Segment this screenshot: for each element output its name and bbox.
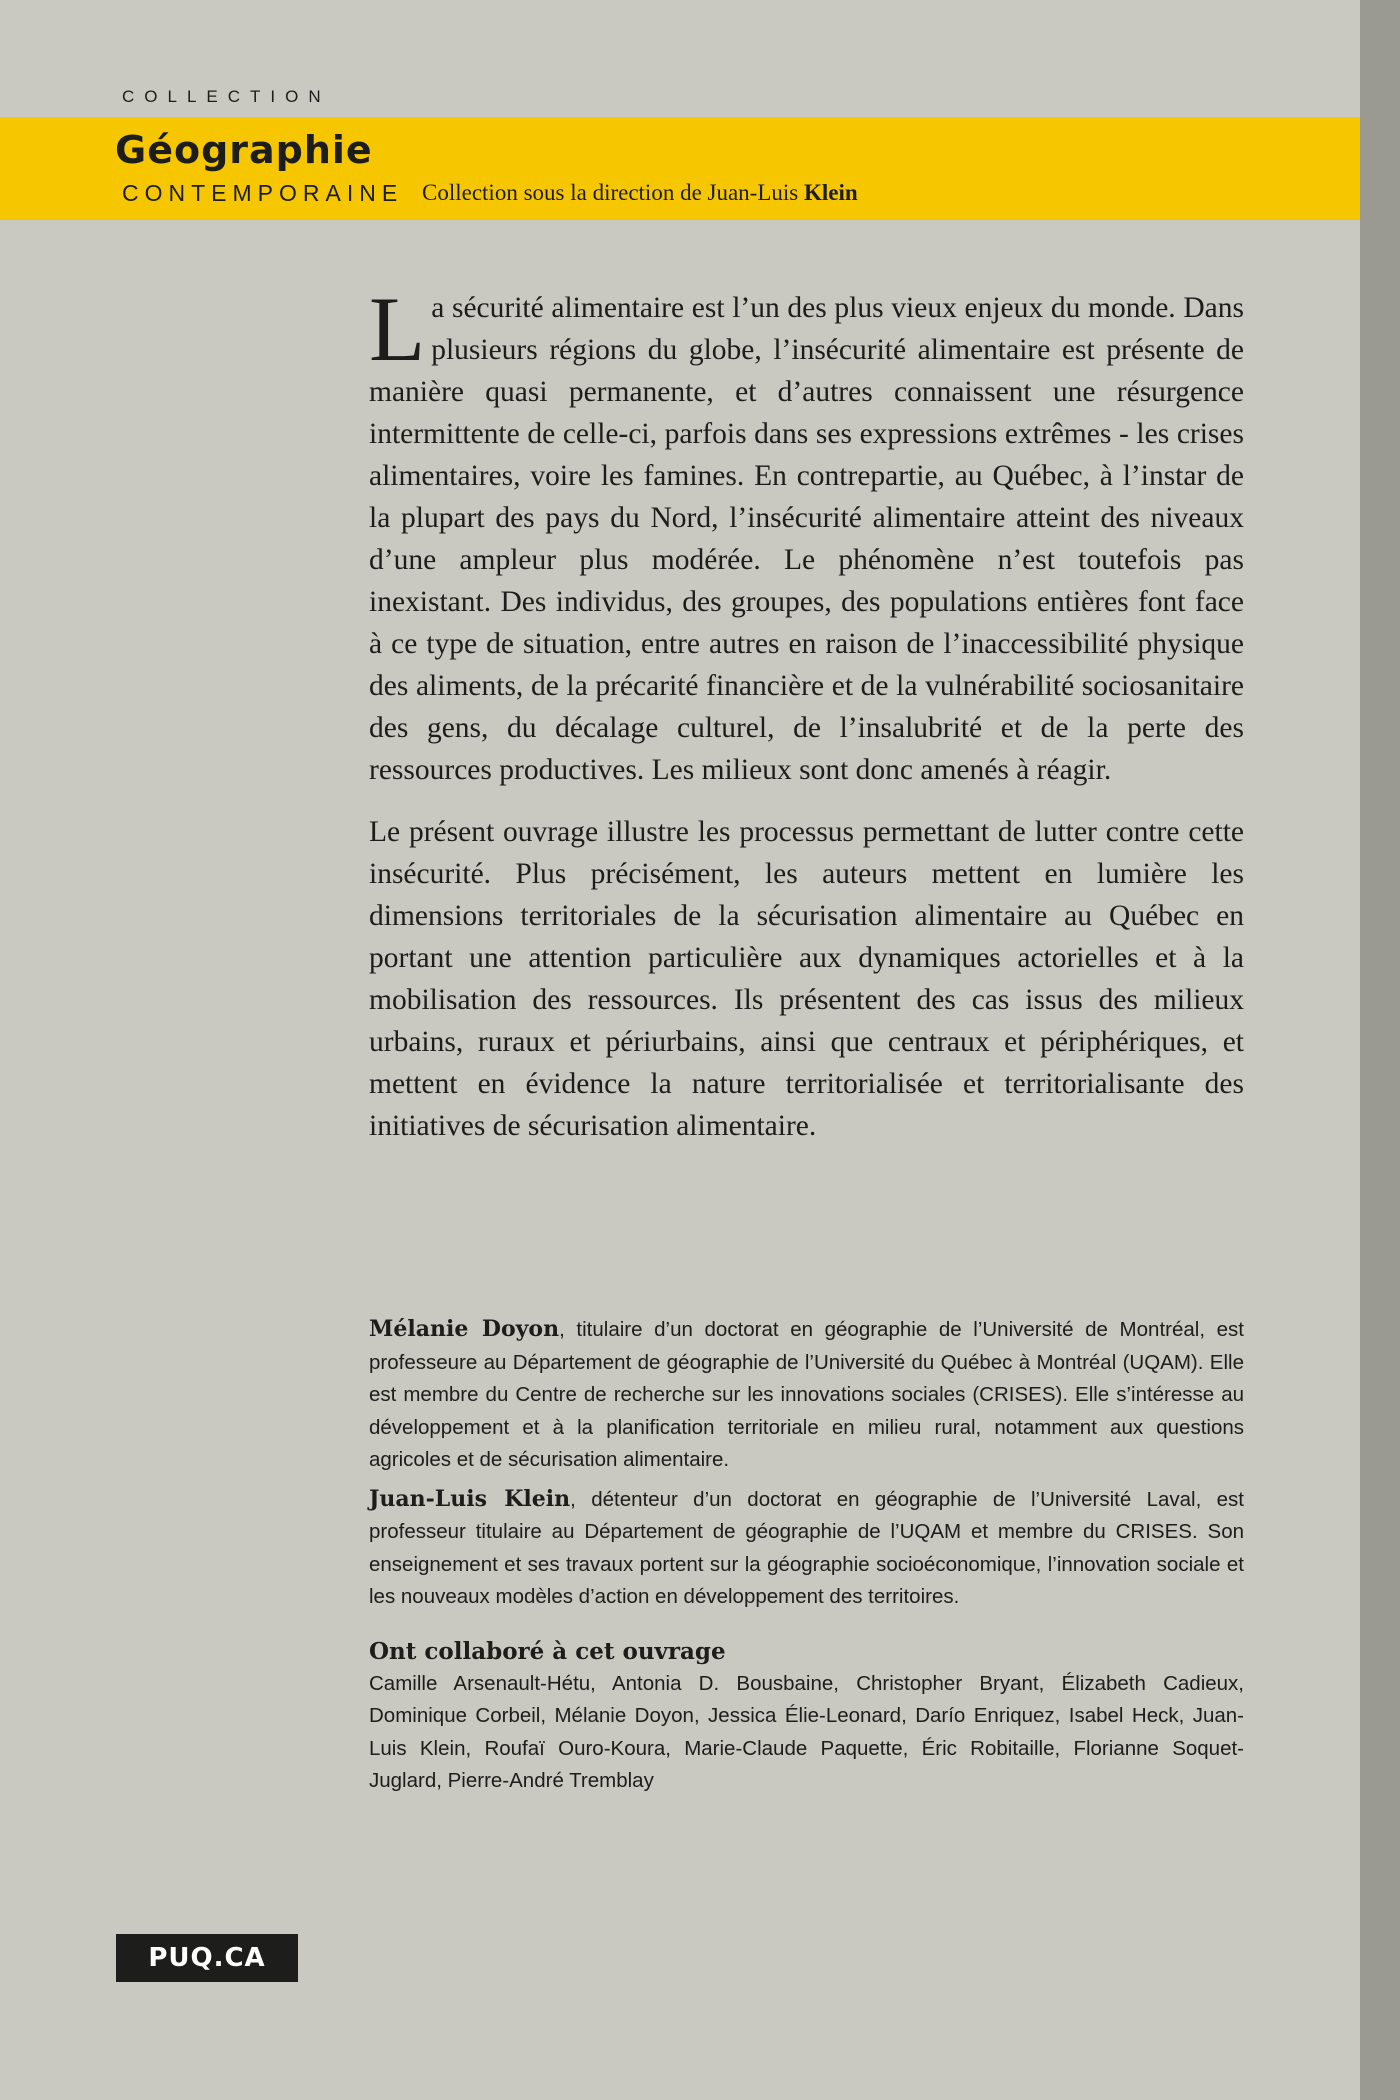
series-title: Géographie	[115, 128, 373, 172]
blurb-paragraph-1	[369, 278, 1244, 791]
direction-name: Klein	[803, 180, 858, 205]
series-direction	[422, 180, 858, 206]
publisher-logo	[116, 1934, 298, 1982]
publisher-mark: PUQ.CA	[148, 1943, 266, 1973]
author-bio	[369, 1483, 1244, 1614]
author-bios	[369, 1313, 1244, 1804]
series-subtitle: CONTEMPORAINE	[122, 180, 404, 206]
author-name: Juan-Luis Klein	[369, 1485, 571, 1512]
author-bio-text: , titulaire d’un doctorat en géographie de l’Université de Montréal, est professeure au Département de géographie de l’Université du Québec à Montréal (UQAM). Elle est membre du Centre de recherche sur les innovations sociales (CRISES). Elle s’intéresse au développement et à la planification territoriale en milieu rural, notamment aux questions agricoles et de sécurisation alimentaire.	[369, 1318, 1244, 1471]
collaborators-list: Camille Arsenault-Hétu, Antonia D. Bousbaine, Christopher Bryant, Élizabeth Cadieux, Dominique Corbeil, Mélanie Doyon, Jessica Élie-Leonard, Darío Enriquez, Isabel Heck, Juan-Luis Klein, Roufaï Ouro-Koura, Marie-Claude Paquette, Éric Robitaille, Florianne Soquet-Juglard, Pierre-André Tremblay	[369, 1671, 1244, 1792]
author-bio	[369, 1313, 1244, 1477]
blurb	[369, 278, 1244, 1167]
blurb-paragraph-2: Le présent ouvrage illustre les processus permettant de lutter contre cette insécurité. Plus précisément, les auteurs mettent en lumière les dimensions territoriales de la sécurisation alimentaire au Québec en portant une attention particulière aux dynamiques actorielles et à la mobilisation des ressources. Ils présentent des cas issus des milieux urbains, ruraux et périurbains, ainsi que centraux et périphériques, et mettent en évidence la nature territorialisée et territorialisante des initiatives de sécurisation alimentaire.	[369, 816, 1244, 1142]
author-bio-text: , détenteur d’un doctorat en géographie de l’Université Laval, est professeur titulaire au Département de géographie de l’UQAM et membre du CRISES. Son enseignement et ses travaux portent sur la géographie socioéconomique, l’innovation sociale et les nouveaux modèles d’action en développement des territoires.	[369, 1487, 1244, 1608]
collection-label: COLLECTION	[122, 87, 331, 106]
dropcap-letter: L	[369, 278, 426, 380]
blurb-paragraph-1-text: a sécurité alimentaire est l’un des plus vieux enjeux du monde. Dans plusieurs régions du globe, l’insécurité alimentaire est présente de manière quasi permanente, et d’autres connaissent une résurgence intermittente de celle-ci, parfois dans ses expressions extrêmes - les crises alimentaires, voire les famines. En contrepartie, au Québec, à l’instar de la plupart des pays du Nord, l’insécurité alimentaire atteint des niveaux d’une ampleur plus modérée. Le phénomène n’est toutefois pas inexistant. Des individus, des groupes, des populations entières font face à ce type de situation, entre autres en raison de l’inaccessibilité physique des aliments, de la précarité financière et de la vulnérabilité sociosanitaire des gens, du décalage culturel, de l’insalubrité et de la perte des ressources productives. Les milieux sont donc amenés à réagir.	[369, 292, 1244, 786]
collaborators-title: Ont collaboré à cet ouvrage	[369, 1637, 726, 1665]
book-spine-strip	[1360, 0, 1400, 2100]
direction-prefix: Collection sous la direction de Juan-Luis	[422, 180, 804, 205]
author-name: Mélanie Doyon	[369, 1316, 560, 1342]
